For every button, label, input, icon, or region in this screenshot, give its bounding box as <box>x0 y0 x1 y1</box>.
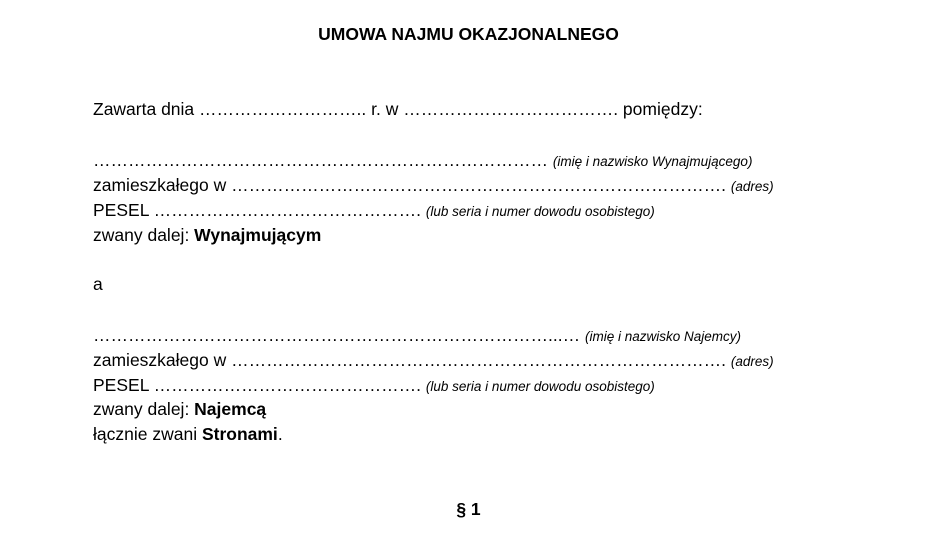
tenant-name-line <box>93 324 741 348</box>
tenant-pesel-label: PESEL ………………………………………. <box>93 375 421 395</box>
landlord-pesel-line <box>93 199 655 223</box>
landlord-called-line <box>93 224 321 246</box>
parties-name: Stronami <box>201 424 278 444</box>
landlord-called-label: zwany dalej: <box>93 225 195 245</box>
landlord-name-hint: (imię i nazwisko Wynajmującego) <box>552 154 753 169</box>
tenant-pesel-hint: (lub seria i numer dowodu osobistego) <box>425 379 655 394</box>
parties-line <box>93 423 283 445</box>
landlord-residence-hint: (adres) <box>730 179 774 194</box>
tenant-called-name: Najemcą <box>194 399 267 419</box>
landlord-residence-line <box>93 174 774 198</box>
landlord-name-dots: …………………………………………………………………… <box>93 150 548 170</box>
tenant-called-line <box>93 398 266 420</box>
landlord-pesel-label: PESEL ………………………………………. <box>93 200 421 220</box>
tenant-residence-label: zamieszkałego w …………………………………………………………………………. <box>93 350 726 370</box>
tenant-residence-hint: (adres) <box>730 354 774 369</box>
tenant-name-dots: ……………………………………………………………………...… <box>93 325 581 345</box>
parties-prefix: łącznie zwani <box>93 424 202 444</box>
parties-suffix: . <box>277 424 283 444</box>
tenant-residence-line <box>93 349 774 373</box>
tenant-name-hint: (imię i nazwisko Najemcy) <box>584 329 741 344</box>
intro-line <box>93 98 703 120</box>
tenant-called-label: zwany dalej: <box>93 399 195 419</box>
conjunction-line <box>93 273 103 295</box>
conjunction-text: a <box>93 274 103 294</box>
landlord-called-name: Wynajmującym <box>194 225 322 245</box>
document-title: UMOWA NAJMU OKAZJONALNEGO <box>318 24 619 44</box>
landlord-residence-label: zamieszkałego w …………………………………………………………………………. <box>93 175 726 195</box>
intro-text: Zawarta dnia ……………………….. r. w ………………………………. pomiędzy: <box>93 99 703 119</box>
landlord-pesel-hint: (lub seria i numer dowodu osobistego) <box>425 204 655 219</box>
section-mark: § 1 <box>456 499 481 519</box>
tenant-pesel-line <box>93 374 655 398</box>
landlord-name-line <box>93 149 752 173</box>
